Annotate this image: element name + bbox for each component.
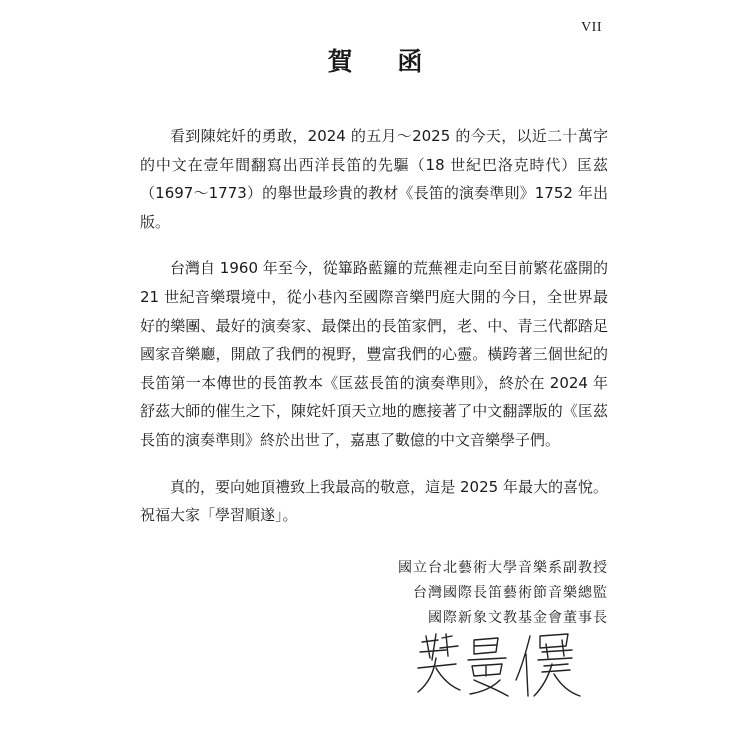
paragraph-1: 看到陳姹奷的勇敢，2024 的五月～2025 的今天，以近二十萬字的中文在壹年間翻寫出西洋長笛的先驅（18 世紀巴洛克時代）匡茲（1697～1773）的舉世最珍貴的教材《長笛的演奏準則》1752 年出版。 bbox=[140, 127, 608, 231]
paragraph-3: 真的，要向她頂禮致上我最高的敬意，這是 2025 年最大的喜悅。祝福大家「學習順遂」。 bbox=[140, 477, 608, 525]
signatory-title-1: 國立台北藝術大學音樂系副教授 bbox=[398, 560, 608, 576]
signatory-titles bbox=[398, 556, 608, 631]
paragraph-2: 台灣自 1960 年至今，從篳路藍籮的荒蕪裡走向至目前繁花盛開的 21 世紀音樂環境中，從小巷內至國際音樂門庭大開的今日，全世界最好的樂團、最好的演奏家、最傑出的長笛家們，老、中、青三代都踏足國家音樂廳，開啟了我們的視野，豐富我們的心靈。橫跨著三個世紀的長笛第一本傳世的長笛教本《匡茲長笛的演奏準則》，終於在 2024 年舒茲大師的催生之下，陳姹奷頂天立地的應接著了中文翻譯版的《匡茲長笛的演奏準則》終於出世了，嘉惠了數億的中文音樂學子們。 bbox=[140, 259, 608, 449]
signatory-title-2: 台灣國際長笛藝術節音樂總監 bbox=[413, 585, 608, 601]
page-title: 賀 函 bbox=[327, 47, 441, 76]
letter-body bbox=[140, 122, 608, 548]
page-number: VII bbox=[581, 20, 602, 35]
handwritten-signature bbox=[412, 630, 592, 702]
signatory-title-3: 國際新象文教基金會董事長 bbox=[428, 610, 608, 626]
